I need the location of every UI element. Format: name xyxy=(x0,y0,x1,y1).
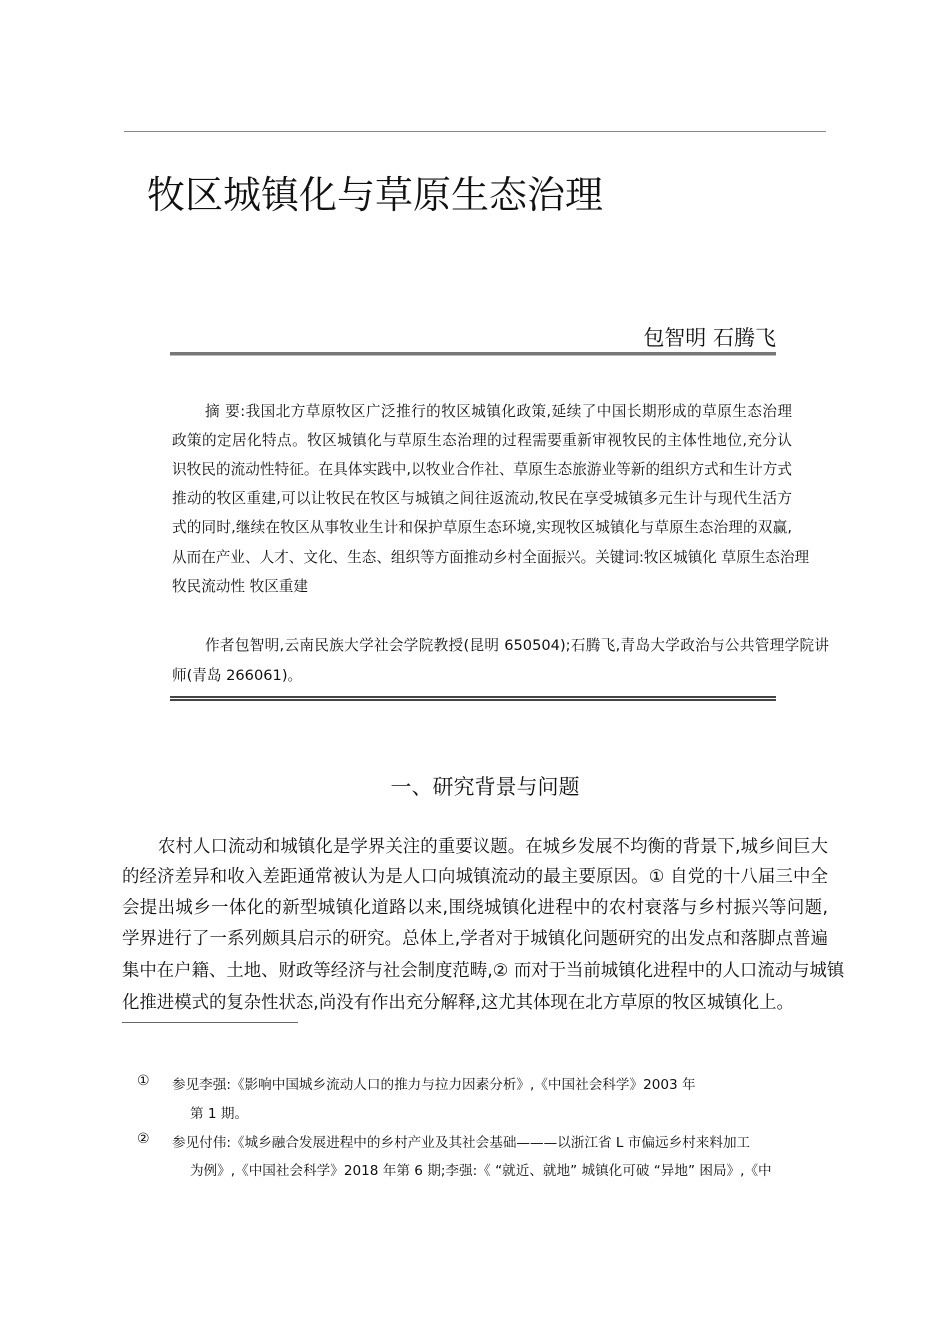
abstract-line: 牧民流动性 牧区重建 xyxy=(172,578,308,595)
body-line: 集中在户籍、土地、财政等经济与社会制度范畴,② 而对于当前城镇化进程中的人口流动与城镇 xyxy=(122,961,845,981)
authors-rule xyxy=(170,352,776,356)
abstract-double-rule xyxy=(170,696,776,701)
abstract-line: 政策的定居化特点。牧区城镇化与草原生态治理的过程需要重新审视牧民的主体性地位,充分认 xyxy=(172,432,792,449)
footnote-line: 参见李强:《影响中国城乡流动人口的推力与拉力因素分析》,《中国社会科学》2003 年 xyxy=(172,1077,696,1093)
footnote-separator xyxy=(122,1022,298,1023)
body-line: 农村人口流动和城镇化是学界关注的重要议题。在城乡发展不均衡的背景下,城乡间巨大 xyxy=(158,837,828,857)
abstract-line: 识牧民的流动性特征。在具体实践中,以牧业合作社、草原生态旅游业等新的组织方式和生计方式 xyxy=(172,461,792,478)
author-info-line: 师(青岛 266061)。 xyxy=(172,667,303,684)
body-line: 化推进模式的复杂性状态,尚没有作出充分解释,这尤其体现在北方草原的牧区城镇化上。 xyxy=(122,993,794,1013)
author-info-line: 作者包智明,云南民族大学社会学院教授(昆明 650504);石腾飞,青岛大学政治与公共管理学院讲 xyxy=(205,637,829,654)
body-line: 会提出城乡一体化的新型城镇化道路以来,围绕城镇化进程中的农村衰落与乡村振兴等问题, xyxy=(122,898,828,918)
article-authors: 包智明 石腾飞 xyxy=(643,326,776,350)
footnote-line: 参见付伟:《城乡融合发展进程中的乡村产业及其社会基础———以浙江省 L 市偏远乡村来料加工 xyxy=(172,1135,751,1151)
abstract-line: 摘 要:我国北方草原牧区广泛推行的牧区城镇化政策,延续了中国长期形成的草原生态治理 xyxy=(205,403,792,420)
section-heading: 一、研究背景与问题 xyxy=(390,775,580,799)
footnote-mark: ② xyxy=(137,1131,150,1147)
abstract-line: 从而在产业、人才、文化、生态、组织等方面推动乡村全面振兴。关键词:牧区城镇化 草原生态治理 xyxy=(172,549,810,566)
body-line: 学界进行了一系列颇具启示的研究。总体上,学者对于城镇化问题研究的出发点和落脚点普遍 xyxy=(122,929,828,949)
abstract-line: 式的同时,继续在牧区从事牧业生计和保护草原生态环境,实现牧区城镇化与草原生态治理的双赢, xyxy=(172,519,792,536)
body-line: 的经济差异和收入差距通常被认为是人口向城镇流动的最主要原因。① 自党的十八届三中全 xyxy=(122,867,828,887)
footnote-mark: ① xyxy=(137,1073,150,1089)
footnote-line: 第 1 期。 xyxy=(190,1106,249,1122)
abstract-line: 推动的牧区重建,可以让牧民在牧区与城镇之间往返流动,牧民在享受城镇多元生计与现代生活方 xyxy=(172,490,792,507)
top-rule xyxy=(124,131,826,132)
footnote-line: 为例》,《中国社会科学》2018 年第 6 期;李强:《 “就近、就地” 城镇化可破 “异地” 困局》,《中 xyxy=(190,1163,772,1179)
article-title: 牧区城镇化与草原生态治理 xyxy=(147,173,604,217)
